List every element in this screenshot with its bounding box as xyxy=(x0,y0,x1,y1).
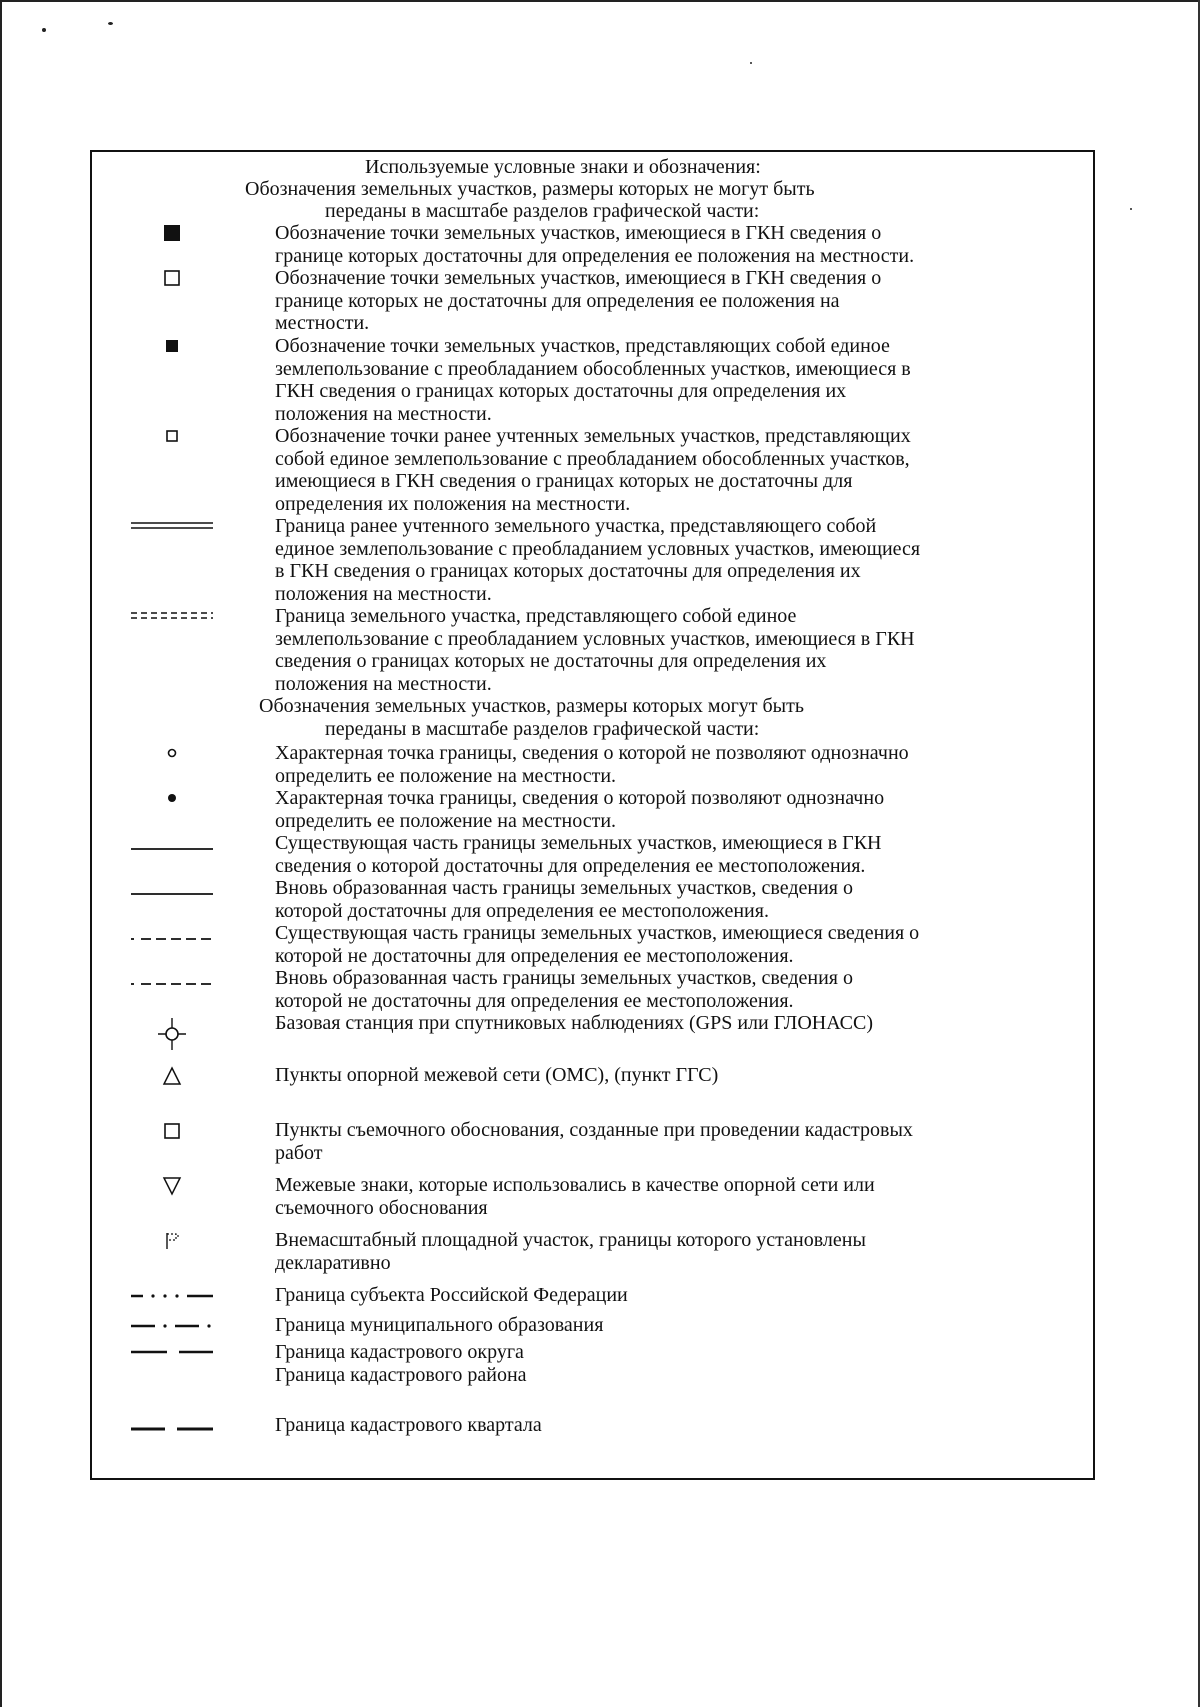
dashed-line-icon xyxy=(112,922,232,956)
legend-item-text: Граница земельного участка, представляющего собой единое землепользование с преобладанием условных участков, имеющиеся в ГКН сведения о границах которых не достаточны для определения их положения на местности. xyxy=(275,605,915,695)
legend-item-text: Граница кадастрового округа Граница кадастрового района xyxy=(275,1341,527,1386)
dash-dot-line-icon xyxy=(112,1314,232,1338)
flag-icon xyxy=(112,1229,232,1253)
legend-item-text: Вновь образованная часть границы земельных участков, сведения о которой не достаточны для определения ее местоположения. xyxy=(275,967,854,1012)
section-heading-line: переданы в масштабе разделов графической части: xyxy=(325,200,760,222)
legend-item-text: Граница субъекта Российской Федерации xyxy=(275,1284,628,1306)
scan-speck xyxy=(42,28,46,32)
legend-item-text: Базовая станция при спутниковых наблюдениях (GPS или ГЛОНАСС) xyxy=(275,1012,874,1034)
long-dash-line-icon xyxy=(112,1341,232,1363)
legend-item-text: Граница муниципального образования xyxy=(275,1314,604,1336)
dash-dot-dot-line-icon xyxy=(112,1284,232,1308)
legend-item-text: Характерная точка границы, сведения о которой не позволяют однозначно определить ее положение на местности. xyxy=(275,742,909,787)
base-station-icon xyxy=(112,1016,232,1052)
scan-speck xyxy=(750,62,752,64)
legend-item-text: Пункты съемочного обоснования, созданные при проведении кадастровых работ xyxy=(275,1119,913,1164)
filled-dot-icon xyxy=(112,787,232,809)
dashed-line-icon xyxy=(112,967,232,1001)
solid-line-icon xyxy=(112,832,232,866)
section-heading-line: Обозначения земельных участков, размеры которых не могут быть xyxy=(245,178,815,200)
double-dashed-line-icon xyxy=(112,605,232,627)
section-heading-line: переданы в масштабе разделов графической части: xyxy=(325,718,760,740)
hollow-dot-icon xyxy=(112,742,232,764)
page-edge xyxy=(0,0,2,1707)
legend-title: Используемые условные знаки и обозначения: xyxy=(365,156,761,178)
legend-item-text: Обозначение точки земельных участков, имеющиеся в ГКН сведения о границе которых не достаточны для определения ее положения на местности. xyxy=(275,267,882,334)
empty-square-small-icon xyxy=(112,425,232,447)
legend-item-text: Вновь образованная часть границы земельных участков, сведения о которой достаточны для определения ее местоположения. xyxy=(275,877,854,922)
filled-square-small-icon xyxy=(112,335,232,357)
legend-item-text: Обозначение точки земельных участков, имеющиеся в ГКН сведения о границе которых достаточны для определения ее положения на местности. xyxy=(275,222,915,267)
page-edge xyxy=(0,0,1200,2)
legend-item-text: Межевые знаки, которые использовались в качестве опорной сети или съемочного обоснования xyxy=(275,1174,875,1219)
legend-item-text: Существующая часть границы земельных участков, имеющиеся сведения о которой не достаточны для определения ее местоположения. xyxy=(275,922,920,967)
legend-item-text: Существующая часть границы земельных участков, имеющиеся в ГКН сведения о которой достаточны для определения ее местоположения. xyxy=(275,832,882,877)
scan-speck xyxy=(108,22,113,25)
legend-item-text: Внемасштабный площадной участок, границы которого установлены декларативно xyxy=(275,1229,866,1274)
legend-frame xyxy=(90,150,1095,1480)
legend-item-text: Пункты опорной межевой сети (ОМС), (пункт ГГС) xyxy=(275,1064,719,1086)
legend-item-text: Обозначение точки ранее учтенных земельных участков, представляющих собой единое землепользование с преобладанием обособленных участков, имеющиеся в ГКН сведения о границах которых не достаточны для определения их положения на местности. xyxy=(275,425,911,515)
filled-square-large-icon xyxy=(112,222,232,244)
thick-dash-line-icon xyxy=(112,1414,232,1444)
scan-speck xyxy=(1130,208,1132,210)
legend-item-text: Граница кадастрового квартала xyxy=(275,1414,542,1436)
legend-item-text: Граница ранее учтенного земельного участка, представляющего собой единое землепользование с преобладанием условных участков, имеющиеся в ГКН сведения о границах которых достаточны для определения их положения на местности. xyxy=(275,515,921,605)
section-heading-line: Обозначения земельных участков, размеры которых могут быть xyxy=(259,695,804,717)
triangle-down-icon xyxy=(112,1174,232,1198)
double-line-icon xyxy=(112,515,232,537)
triangle-up-icon xyxy=(112,1064,232,1088)
legend-item-text: Обозначение точки земельных участков, представляющих собой единое землепользование с преобладанием обособленных участков, имеющиеся в ГКН сведения о границах которых достаточны для определения их положения на местности. xyxy=(275,335,911,425)
solid-line-icon xyxy=(112,877,232,911)
empty-square-large-icon xyxy=(112,267,232,289)
empty-square-large-icon xyxy=(112,1119,232,1143)
legend-item-text: Характерная точка границы, сведения о которой позволяют однозначно определить ее положение на местности. xyxy=(275,787,885,832)
